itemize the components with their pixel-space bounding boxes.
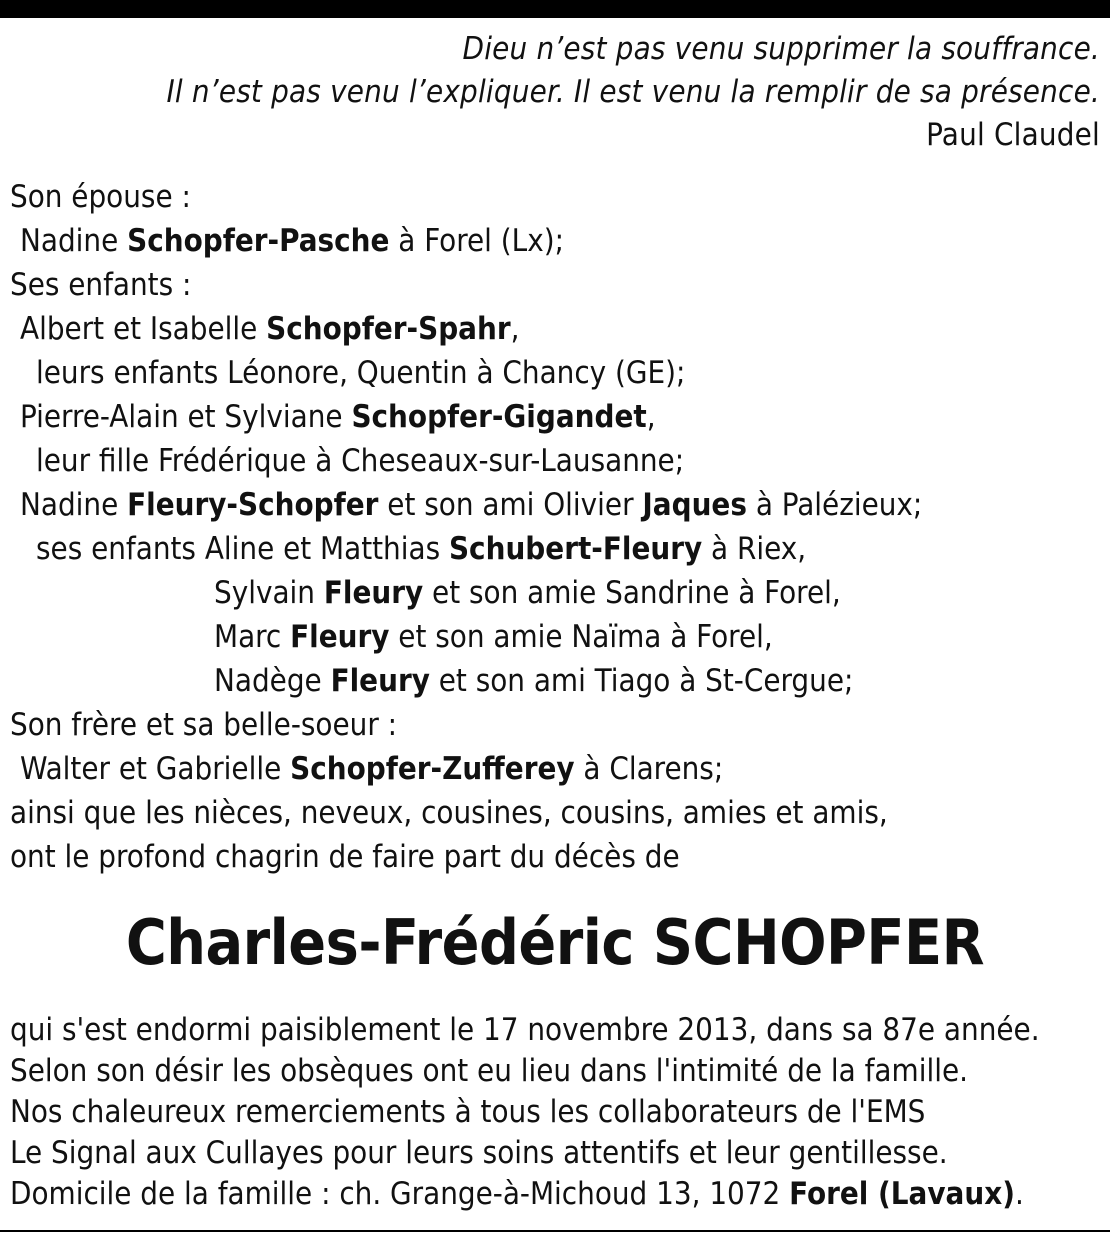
grandchild-1-line: Sylvain Fleury et son amie Sandrine à Forel, (214, 575, 841, 611)
quote-line-1: Dieu n’est pas venu supprimer la souffrance. (462, 31, 1100, 67)
sibling-line: Walter et Gabrielle Schopfer-Zufferey à Clarens; (20, 751, 724, 787)
deceased-name: Charles-Frédéric SCHOPFER (125, 906, 985, 979)
closing-line-3: Nos chaleureux remerciements à tous les collaborateurs de l'EMS (10, 1094, 926, 1130)
bottom-rule (0, 1230, 1110, 1232)
epigraph-quote (166, 28, 1100, 157)
grandchild-2-line: Marc Fleury et son amie Naïma à Forel, (214, 619, 773, 655)
children-heading: Ses enfants : (10, 267, 192, 303)
child-2-kids-line: leur fille Frédérique à Cheseaux-sur-Lausanne; (36, 443, 685, 479)
spouse-heading: Son épouse : (10, 179, 191, 215)
closing-line-1: qui s'est endormi paisiblement le 17 novembre 2013, dans sa 87e année. (10, 1012, 1040, 1048)
others-line: ainsi que les nièces, neveux, cousines, cousins, amies et amis, (10, 795, 888, 831)
spouse-line: Nadine Schopfer-Pasche à Forel (Lx); (20, 223, 564, 259)
quote-author: Paul Claudel (926, 117, 1100, 153)
child-1-kids-line: leurs enfants Léonore, Quentin à Chancy (GE); (36, 355, 686, 391)
closing-line-5: Domicile de la famille : ch. Grange-à-Michoud 13, 1072 Forel (Lavaux). (10, 1176, 1024, 1212)
grandchild-3-line: Nadège Fleury et son ami Tiago à St-Cergue; (214, 663, 854, 699)
closing-line-4: Le Signal aux Cullayes pour leurs soins attentifs et leur gentillesse. (10, 1135, 948, 1171)
closing-line-2: Selon son désir les obsèques ont eu lieu dans l'intimité de la famille. (10, 1053, 968, 1089)
child-1-line: Albert et Isabelle Schopfer-Spahr, (20, 311, 520, 347)
quote-line-2: Il n’est pas venu l’expliquer. Il est venu la remplir de sa présence. (166, 74, 1100, 110)
child-2-line: Pierre-Alain et Sylviane Schopfer-Gigandet, (20, 399, 656, 435)
top-rule (0, 0, 1110, 18)
child-3-line: Nadine Fleury-Schopfer et son ami Olivier Jaques à Palézieux; (20, 487, 923, 523)
sibling-heading: Son frère et sa belle-soeur : (10, 707, 398, 743)
announcement-line: ont le profond chagrin de faire part du décès de (10, 839, 680, 875)
child-3-kids-line: ses enfants Aline et Matthias Schubert-Fleury à Riex, (36, 531, 807, 567)
